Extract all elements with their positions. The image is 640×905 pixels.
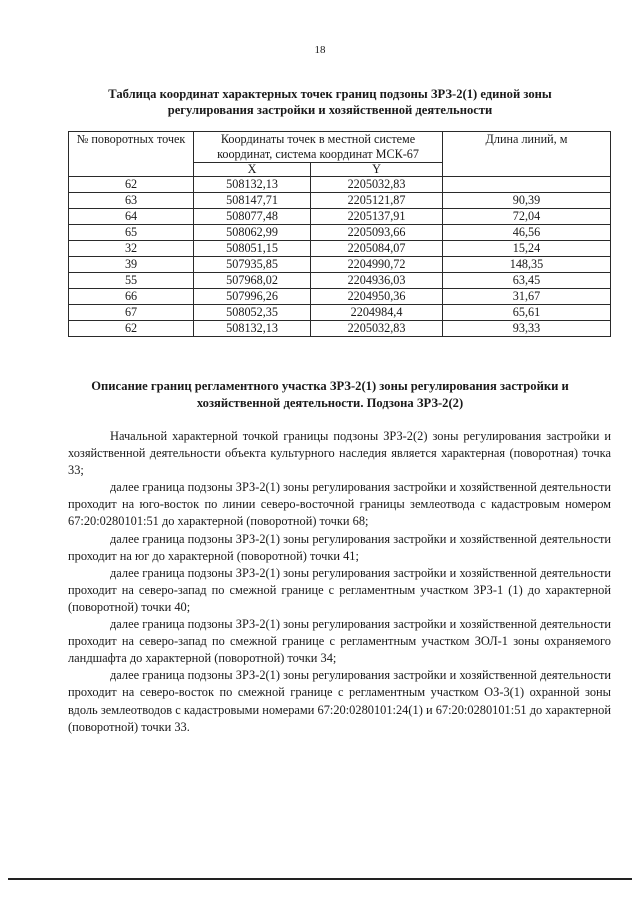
cell-y: 2205121,87 — [311, 193, 443, 209]
cell-length: 72,04 — [442, 209, 610, 225]
cell-length: 148,35 — [442, 257, 610, 273]
cell-point-no: 67 — [69, 305, 194, 321]
page-number: 18 — [314, 44, 326, 56]
header-length: Длина линий, м — [442, 132, 610, 177]
cell-y: 2204936,03 — [311, 273, 443, 289]
paragraph: Начальной характерной точкой границы подзоны ЗРЗ-2(2) зоны регулирования застройки и хозяйственной деятельности объекта культурного наследия является характерная (поворотная) точка 33; — [68, 429, 611, 478]
cell-y: 2204990,72 — [311, 257, 443, 273]
paragraph: далее граница подзоны ЗРЗ-2(1) зоны регулирования застройки и хозяйственной деятельности проходит на северо-запад по смежной границе с регламентным участком ЗОЛ-1 зоны охраняемого ландшафта до характерной (поворотной) точки 34; — [68, 617, 611, 666]
paragraph: далее граница подзоны ЗРЗ-2(1) зоны регулирования застройки и хозяйственной деятельности проходит на северо-восток по смежной границе с регламентным участком ОЗ-3(1) охранной зоны вдоль землеотводов с кадастровыми номерами 67:20:0280101:24(1) и 67:20:0280101:51 до характерной (поворотной) точки 33. — [68, 668, 611, 734]
cell-y: 2205032,83 — [311, 321, 443, 337]
cell-y: 2205137,91 — [311, 209, 443, 225]
cell-length: 93,33 — [442, 321, 610, 337]
cell-y: 2204950,36 — [311, 289, 443, 305]
cell-x: 508132,13 — [194, 321, 311, 337]
cell-y: 2205032,83 — [311, 177, 443, 193]
cell-x: 508051,15 — [194, 241, 311, 257]
cell-y: 2204984,4 — [311, 305, 443, 321]
coordinates-table — [68, 131, 611, 337]
cell-length: 90,39 — [442, 193, 610, 209]
paragraph: далее граница подзоны ЗРЗ-2(1) зоны регулирования застройки и хозяйственной деятельности проходит на юго-восток по линии северо-восточной границы землеотвода с кадастровым номером 67:20:0280101:51 до характерной (поворотной) точки 68; — [68, 480, 611, 529]
cell-x: 508052,35 — [194, 305, 311, 321]
cell-x: 508062,99 — [194, 225, 311, 241]
paragraph: далее граница подзоны ЗРЗ-2(1) зоны регулирования застройки и хозяйственной деятельности проходит на юг до характерной (поворотной) точки 41; — [68, 531, 611, 563]
cell-point-no: 32 — [69, 241, 194, 257]
cell-point-no: 62 — [69, 321, 194, 337]
paragraph: далее граница подзоны ЗРЗ-2(1) зоны регулирования застройки и хозяйственной деятельности проходит на северо-запад по смежной границе с регламентным участком ЗРЗ-1 (1) до характерной (поворотной) точки 40; — [68, 565, 611, 614]
cell-point-no: 64 — [69, 209, 194, 225]
cell-x: 507968,02 — [194, 273, 311, 289]
table-row — [69, 289, 611, 305]
cell-length — [442, 177, 610, 193]
cell-point-no: 63 — [69, 193, 194, 209]
table-row — [69, 209, 611, 225]
cell-length: 31,67 — [442, 289, 610, 305]
cell-point-no: 62 — [69, 177, 194, 193]
section-title: Описание границ регламентного участка ЗРЗ-2(1) зоны регулирования застройки и хозяйственной деятельности. Подзона ЗРЗ-2(2) — [91, 379, 569, 410]
cell-point-no: 66 — [69, 289, 194, 305]
cell-x: 508077,48 — [194, 209, 311, 225]
header-coords: Координаты точек в местной системе координат, система координат МСК-67 — [194, 132, 443, 163]
header-point-no: № поворотных точек — [69, 132, 194, 177]
table-title: Таблица координат характерных точек границ подзоны ЗРЗ-2(1) единой зоны регулирования застройки и хозяйственной деятельности — [108, 87, 552, 117]
cell-x: 507996,26 — [194, 289, 311, 305]
bottom-rule — [8, 878, 632, 880]
cell-point-no: 55 — [69, 273, 194, 289]
table-row — [69, 241, 611, 257]
cell-x: 508132,13 — [194, 177, 311, 193]
table-row — [69, 305, 611, 321]
cell-length: 15,24 — [442, 241, 610, 257]
header-x: X — [194, 163, 311, 177]
table-row — [69, 321, 611, 337]
table-row — [69, 177, 611, 193]
cell-length: 46,56 — [442, 225, 610, 241]
cell-point-no: 39 — [69, 257, 194, 273]
table-row — [69, 225, 611, 241]
description-body — [68, 428, 611, 736]
cell-y: 2205093,66 — [311, 225, 443, 241]
cell-x: 507935,85 — [194, 257, 311, 273]
table-body — [69, 177, 611, 337]
cell-y: 2205084,07 — [311, 241, 443, 257]
cell-point-no: 65 — [69, 225, 194, 241]
header-y: Y — [311, 163, 443, 177]
cell-x: 508147,71 — [194, 193, 311, 209]
cell-length: 65,61 — [442, 305, 610, 321]
table-row — [69, 273, 611, 289]
table-row — [69, 257, 611, 273]
cell-length: 63,45 — [442, 273, 610, 289]
table-row — [69, 193, 611, 209]
